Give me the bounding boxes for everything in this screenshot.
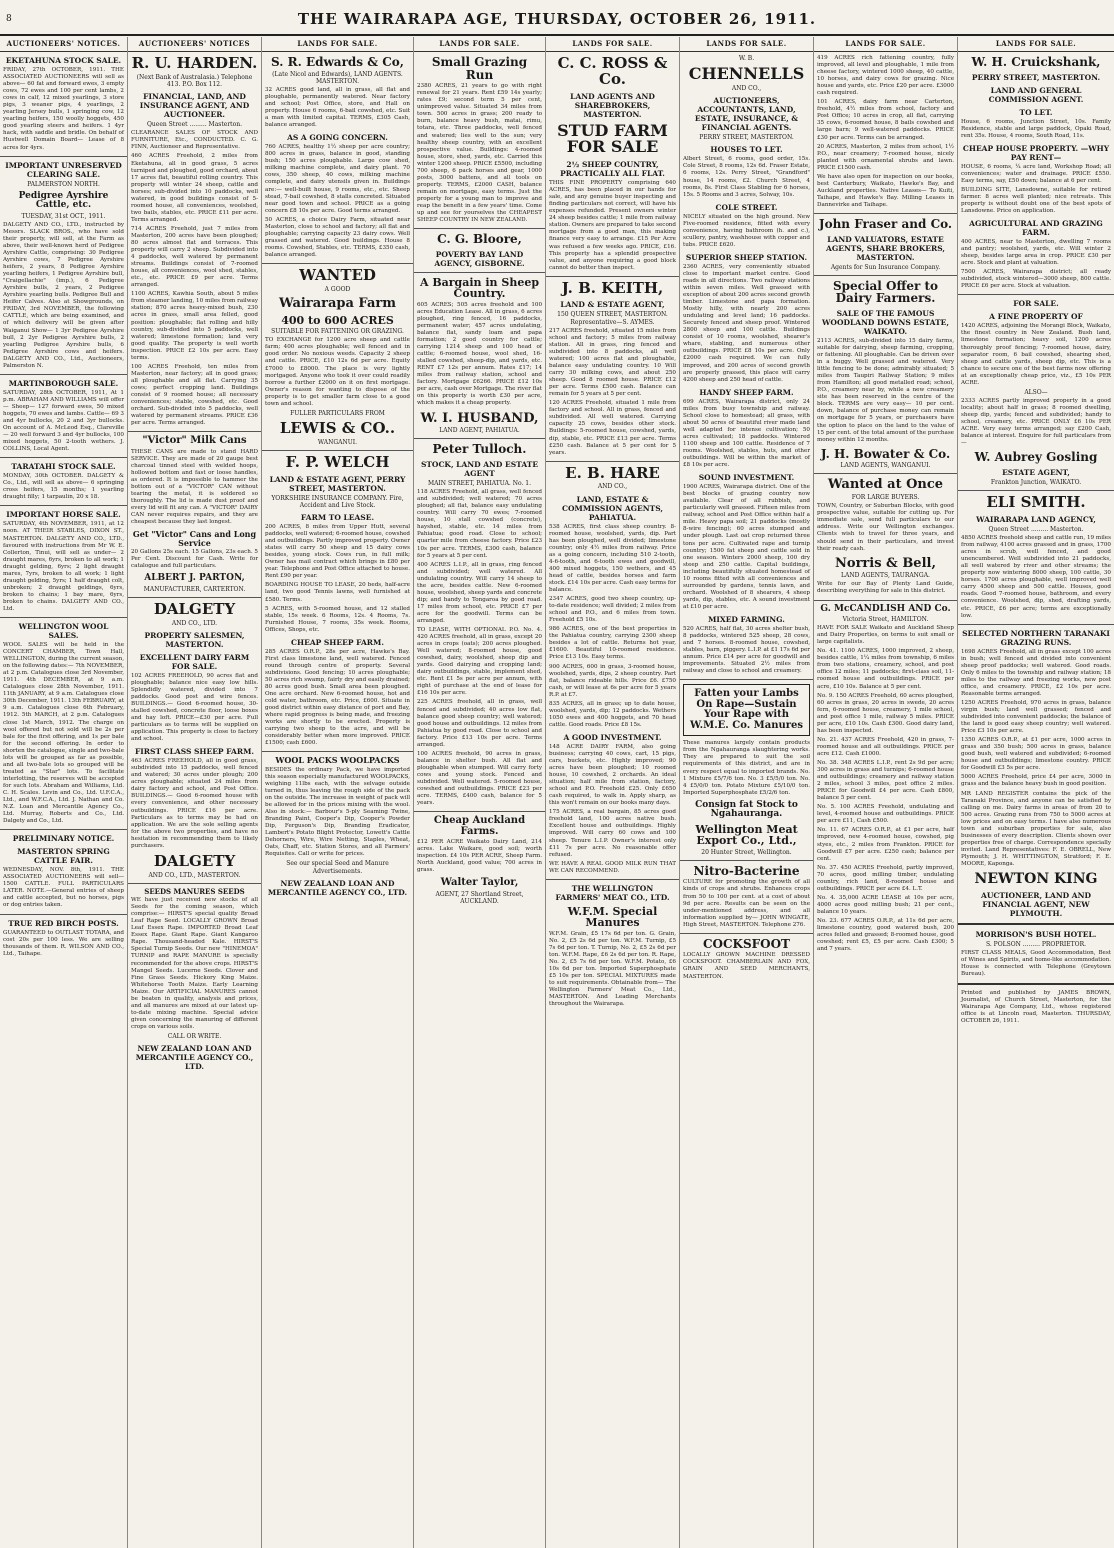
column-7: [814, 37, 958, 1548]
advertisement-text: 605 ACRES; 505 acres freehold and 100 acres Education Lease. All in grass, 6 acres ploughed, ring fenced, 16 paddocks, permanent water; 457 acres undulating, balance flat, sandy loam and papa formation; 2 good country for cattle; carrying 1214 sheep and 100 head of cattle; 6-roomed house, wool shed, 16-stalled cowshed, sheep-dip, and yards, etc. RENT £7 12s per annum. Rates £17; 14 miles from railway station, school and factory. Mortgage £6266. PRICE £12 10s per acre, cash over Mortgage. The river flat on this property is worth £30 per acre, which makes it a cheap property.: [417, 301, 542, 407]
advertisement-text: House, 6 rooms, Junction Street, 10s. Family Residence, stable and large paddock, Opaki Road, rent 35s. House, 4 rooms, South Road, 11s.: [961, 118, 1111, 139]
display-heading: DALGETY: [153, 599, 236, 618]
section-heading: LAND AGENTS AND SHAREBROKERS, MASTERTON.: [570, 91, 655, 119]
advertisement-text: WE HAVE A REAL GOOD MILK RUN THAT WE CAN RECOMMEND.: [549, 860, 676, 874]
divider: [0, 156, 127, 157]
advertisement-text: CLEARANCE SALES OF STOCK AND FURNITURE, Etc., CONDUCTED. C. G. FINN, Auctioneer and Representative.: [131, 130, 258, 151]
section-heading: MIXED FARMING.: [708, 614, 785, 624]
section-heading: WELLINGTON WOOL SALES.: [18, 622, 109, 641]
subheading: ALSO—: [1024, 388, 1048, 396]
advertisement-text: HOUSE, 6 rooms, ¼ acre land, Workshop Road; all conveniences; water and drainage. PRICE £550. Easy terms, say, £50 down; balance at 6 per cent.: [961, 163, 1111, 184]
advertisement-text: THESE CANS are made to stand HARD SERVICE. They are made of 20 gauge best charcoal tinned steel with welded hoops, hollowed bottom and fast or loose handles, as ordered. It is impossible to hammer the bottom out of a "VICTOR" CAN without tearing the metal, it is soldered so thoroughly. The lid is made dust proof and every lid will fit any can. A "VICTOR" DAIRY CAN never requires repairs, and they are cheapest because they last longest.: [131, 448, 258, 526]
display-heading: Wanted at Once: [827, 477, 944, 493]
divider: [814, 213, 957, 214]
display-heading: John Fraser and Co.: [818, 216, 953, 231]
advertisement-text: These manures largely contain products from the Ngahauranga slaughtering works. They are prepared to suit the soil requirements of this district, and are in every respect equal to imported brands. No. 1 Mixture £5/7/6 ton. No. 3 £5/5/0 ton. No. 4 £5/0/0 ton. Potato Mixture £5/10/0 ton. Imported Superphosphate £5/2/6 ton.: [683, 740, 810, 796]
section-heading: NEW ZEALAND LOAN AND MERCANTILE AGENCY CO., LTD.: [267, 878, 408, 897]
display-heading: WOOL PACKS WOOLPACKS: [275, 755, 400, 766]
section-heading: LAND & ESTATE AGENT,: [560, 300, 665, 310]
advertisement-text: Albert Street, 6 rooms, good order, 15s. Cole Street, 8 rooms, 12s 6d. Fraser Estate, 6 rooms, 12s. Perry Street, "Grandford" house, 14 rooms, £2. Church Street, 4 rooms, 8s. First Class Stabling for 6 horses, 15s. 5 Rooms and 3 acres, Solway, 10s.: [683, 156, 810, 198]
advertisement-text: 101 ACRES, dairy farm near Carterton, freehold, 4½ miles from school, factory and Post Office; 10 acres in crop, all flat, carrying 35 cows, 6-roomed house, 8 bails cowshed and large barn; 9 well-watered paddocks. PRICE £30 per acre. Terms can be arranged.: [817, 99, 954, 141]
advertisement-text: 714 ACRES Freehold, just 7 miles from Masterton, 200 acres have been ploughed; 80 acres almost flat and terraces. This property will carry 2 sheep. Subdivided into 4 paddocks, well watered by permanent streams. Buildings consist of 7-roomed house, all conveniences, wool shed, stables, etc., etc. PRICE £9 per acre. Terms arranged.: [131, 225, 258, 289]
advertisement-text: 285 ACRES O.R.P., 28s per acre, Hawke's Bay. First class limestone land, well watered. Fenced round through centre of property. Several subdivisions. Good fencing; 10 acres ploughable; 50 acres rich swamp, fairly dry and easily drained; 80 acres good bush. Small area been ploughed. One acre orchard. New 6-roomed house, hot and cold water, bathroom, etc. Price, £600. Situate in good district within easy distance of port and Bay, where rapid progress is being made, and freezing works are shortly to be erected. Property is carrying two sheep to the acre, and will be considerably better when more improved. PRICE £1500; cash £600.: [265, 648, 410, 747]
advertisement-text: 1900 ACRES, Wairarapa district. One of the best blocks of grazing country now available. Clear of all rubbish, and particularly well grassed. Fifteen miles from railway, school and Post Office within half a mile. Heavy papa soil; 21 paddocks (mostly 8-wire fencing); 60 acres stumped and under plough. Last oat crop returned three tons per acre. Cultivated rape and turnip country; 1500 fat sheep and cattle sold in one season. Winters 2000 sheep, 100 dry steep and 250 cattle. Capital buildings, including beautifully situated homestead of 10 rooms fitted with all conveniences and surrounded by gardens, tennis lawn, and orchard. Woolshed of 8 shearers, 4 sheep yards, dip, stables, etc. A sound investment at £10 per acre.: [683, 484, 810, 610]
subheading: CALL OR WRITE.: [167, 1032, 222, 1040]
section-heading: WAIRARAPA LAND AGENCY,: [976, 514, 1096, 524]
section-heading: SELECTED NORTHERN TARANAKI GRAZING RUNS.: [962, 628, 1110, 647]
section-heading: LAND AND GENERAL COMMISSION AGENT.: [988, 85, 1084, 104]
advertisement-text: WE have just received new stocks of all Seeds for the coming season, which comprise:— HIRST'S special quality Broad Leaf Rape Seed. LOCALLY GROWN Broad Leaf Essex Rape. IMPORTED Broad Leaf Essex Rape. Giant Rape. Giant Kangaroo Rape. Thousand-headed Kale. HIRST'S Special Turnip Seeds. Our new "HINEMOA" TURNIP and RAPE MANURE is specially recommended for the above crops. HIRST'S Mangel Seeds. Lucerne Seeds. Clover and Fine Grass Seeds. Hickory King Maize. Whitehorse Tooth Maize. Early Learning Maize. Our ARTIFICIAL MANURES cannot be beaten in quality, analysis and prices, and all manures are mixed at our latest up-to-date mixing machine. Special advice given concerning the manuring of different crops on various soils.: [131, 897, 258, 1030]
subheading: PERRY STREET, MASTERTON.: [699, 134, 794, 142]
advertisement-text: 463 ACRES FREEHOLD, all in good grass, subdivided into 15 paddocks, well fenced and watered; 30 acres under plough; 200 acres ploughable; situated 24 miles from dairy factory and school, and Post Office. BUILDINGS.— Good 6-roomed house with every convenience, and other necessary outbuildings. PRICE £16 per acre. Particulars as to terms may be had on application. We are the sole selling agents for the above two properties, and have no hesitation in recommending them to likely purchasers.: [131, 758, 258, 849]
advertisement-text: BOARDING HOUSE TO LEASE, 20 beds, half-acre land, two good Tennis lawns, well furnished at £580. Terms.: [265, 582, 410, 603]
advertisement-text: 460 ACRES Freehold, 2 miles from Eketahuna, all in good grass, 5 acres turniped and ploughed, good orchard, about 17 acres flat, beautiful rolling country. This property will winter 24 sheep, cattle and horses; sub-divided into 10 paddocks, well watered, in good buildings consist of 5-roomed house, all conveniences, woolshed, two bails, stables, etc. PRICE £11 per acre. Terms arranged.: [131, 153, 258, 223]
section-heading: NEW ZEALAND LOAN AND MERCANTILE AGENCY CO., LTD.: [135, 1044, 254, 1072]
advertisement-text: 2380 ACRES, 21 years to go with right renewal for 21 years. Rent £59 14s yearly; rates £9; second term 5 per cent, unimproved value. Situated 34 miles from town. 500 acres in grass; 200 ready to burn, balance heavy bush, matai, rimu, totara, etc. Three paddocks, well fenced and watered; lies well to the sun; very healthy sheep country, with an excellent prospective value. Buildings: 4-roomed house, store, shed, yards, etc. Carried this winter 1200 sheep. PRICE £5500, including 700 sheep, 6 pack horses and gear, 1000 posts, 3000 battens, and all tools on property. TERMS, £2000 CASH, balance remain on mortgage, easy terms. Just the property for a young man to improve and reap the benefit in a few years' time. Come up and see for yourselves the CHEAPEST SHEEP COUNTRY IN NEW ZEALAND.: [417, 83, 542, 224]
section-heading: AS A GOING CONCERN.: [287, 133, 388, 143]
column-3: [262, 37, 414, 1548]
advertisement-text: LOCALLY GROWN MACHINE DRESSED COCKSFOOT. CHAMBERLAIN AND FOX, GRAIN AND SEED MERCHANTS, MASTERTON.: [683, 952, 810, 980]
boxed-advertisement: Fatten your Lambs On Rape—Sustain Your Rape with W.M.E. Co. Manures: [683, 684, 810, 736]
display-heading: R. U. HARDEN.: [131, 54, 258, 72]
advertisement-text: 520 ACRES, half flat, 30 acres shelter bush, 8 paddocks, wintered 525 sheep, 28 cows, and 7 horses. 8-roomed house, cowshed, stables, barn, piggery. L.I.P. at £1 17s 6d per annum. Price £14 per acre for goodwill and improvements. Situated 2½ miles from railway and close to school and creamery.: [683, 625, 810, 675]
divider: [814, 600, 957, 601]
advertisement-text: No. 23. 677 ACRES O.R.P., at 11s 6d per acre, limestone country, good watered bush, 200 acres felled and grassed; 8-roomed house, good cowshed; rent £5, £5 per acre. Cash £300; 5 and 7 years.: [817, 917, 954, 953]
divider: [680, 860, 813, 861]
divider: [262, 751, 413, 752]
advertisement-text: 1420 ACRES, adjoining the Morangi Block, Waikato, the finest country in New Zealand. Bush land, limestone formation; heavy soil, 1200 acres thoroughly proof fencing; 7-roomed house, dairy, separator room, 6 bail cowshed, shearing shed, sheep and cattle yards, sheep dip, etc. This is a chance to secure one of the best farms now offering at an exceptionally cheap price, viz., £5 10s PER ACRE.: [961, 323, 1111, 386]
subheading: TUESDAY, 31st OCT., 1911.: [21, 212, 106, 220]
advertisement-text: 102 ACRES FREEHOLD, 90 acres flat and ploughable; balance nice easy low hills. Splendidly watered, divided into 7 paddocks. Good post and wire fences. BUILDINGS.— Good 6-roomed house, 30-stalled cowshed, concrete floor, loose boxes and hay loft. PRICE—£30 per acre. Full particulars as to terms will be supplied on application. This property is close to factory and school.: [131, 672, 258, 743]
advertisement-text: MR LAND REGISTER contains the pick of the Taranaki Province, and anyone can be satisfied by calling on me. Dairy farms in areas of from 20 to 500 acres. Grazing runs from 750 to 5000 acres at low prices and on easy terms. I have also numerous town and suburban properties for sale, also businesses of every description. Clients shown over properties free of charge. Correspondence specially invited. Land Representatives: F. E. OBRELL, New Plymouth; J. H. WHITTINGTON, Stratford; F. E. MOORE, Kaponga.: [961, 790, 1111, 867]
display-heading: E. B. HARE: [565, 463, 660, 482]
advertisement-text: BUILDING SITE, Lansdowne, suitable for retired farmer. 8 acres well planted; nice retreats. This property is without doubt one of the best spots of Lansdowne. Price on application.: [961, 186, 1111, 215]
advertisement-text: 1250 ACRES Freehold, 970 acres in grass, balance virgin bush; land well grassed; fenced and subdivided into convenient paddocks; the balance of the land is good easy sheep country; well watered. Price £3 10s per acre.: [961, 699, 1111, 735]
advertisement-text: TO LEASE, WITH OPTIONAL P.O. No. 4. 420 ACRES freehold, all in grass, except 20 acres in crops (oats); 200 acres ploughed. Well watered; 8-roomed house, good cowshed, dairy, woolshed, sheep dip and yards. Good dairying and cropping land; dairy outbuildings, stable, implement shed, etc. Rent £1 5s per acre per annum, with right of purchase at the end of lease for £16 10s per acre.: [417, 627, 542, 697]
advertisement-text: 175 ACRES, a real bargain, 85 acres good freehold land, 100 acres native bush. Excellent house and outbuildings. Highly improved. Will carry 60 cows and 100 sheep. Tenure L.I.P. Owner's interest only £11 7s per acre. No reasonable offer refused.: [549, 809, 676, 858]
section-heading: FARM TO LEASE.: [300, 513, 375, 523]
subheading: WANGANUI.: [317, 438, 358, 446]
advertisement-text: 20 ACRES, Masterton, 2 miles from school, 1½ P.O., near creamery; 7-roomed house, nicely planted with ornamental shrubs and lawn. PRICE £1500 cash.: [817, 143, 954, 171]
subheading: MANUFACTURER, CARTERTON.: [143, 585, 246, 593]
advertisement-text: 2360 ACRES, very conveniently situated close to important market centre. Good roads in all directions. Two railway stations within seven miles. Well grassed with exception of about 200 acres second growth timber. Limestone and papa formation. Mostly hilly, with nearly 200 acres undulating and level land; 16 paddocks. Securely fenced and sheep proof. Wintered 2800 sheep and 100 cattle. Buildings consist of 10 rooms, woolshed, shearer's whare, stabling, and numerous other outbuildings. PRICE £8 10s per acre. Only £2000 cash required. We can fully improved, and 200 acres of second growth are properly grassed, this place will carry 4200 sheep and 250 head of cattle.: [683, 263, 810, 383]
subheading: Agents for Sun Insurance Company.: [830, 263, 941, 271]
advertisement-text: BESIDES the ordinary Pack, we have imported this season especially manufactured WOOLPACKS, weighing 11lbs each, with the selvage outside turned in, thus leaving the rough side of the pack on the outside. The increase in weight of pack will be allowed for in the prices mixing with the wool. Also in stock:— Barbour's 5-ply Seaming Twine, Branding Paint, Cooper's Dip, Cooper's Powder Dip, Ferguson's Dip, Branding Eradicator, Lambert's Potato Blight Protector, Lowett's Cattle Dehorners, Wire, Wire Netting, Staples, Wheat, Oats, Chaff, etc. Station Stores, and all Farmers' Requisites. Call or write for prices.: [265, 766, 410, 858]
display-heading: Pedigree Ayrshire Cattle, etc.: [18, 190, 109, 211]
subheading: LAND AGENT, PAHIATUA.: [439, 427, 520, 435]
display-heading: Wellington Meat Export Co., Ltd.,: [695, 822, 798, 848]
divider: [128, 883, 261, 884]
advertisement-text: £12 PER ACRE Waikato Dairy Land, 214 acres. Lake Waikare, good soil; worth inspection. £4 10s PER ACRE, Sheep Farm. North Auckland, good value; 700 acres in grass.: [417, 839, 542, 874]
divider: [0, 829, 127, 830]
column-1: [0, 37, 128, 1548]
column-6: [680, 37, 814, 1548]
divider: [262, 263, 413, 264]
divider: [414, 438, 545, 439]
display-heading: Get "Victor" Cans and Long Service: [132, 529, 257, 548]
advertisement-text: No. 37. 450 ACRES Freehold, partly improved, 70 acres, good milling timber, undulating country, rich land, 8-roomed house and outbuildings. PRICE per acre £4. L.T.: [817, 864, 954, 892]
divider: [0, 617, 127, 618]
page-number: 8: [6, 14, 12, 24]
display-heading: F. P. WELCH: [285, 452, 390, 471]
subheading: AND CO., LTD.: [171, 619, 218, 627]
section-heading: IMPORTANT HORSE SALE.: [6, 510, 121, 520]
advertisement-text: 900 ACRES, 600 in grass, 3-roomed house, woolshed, yards, dips, 2 sheep country. Part flat, balance rideable hills. Price £6. £750 cash, or will lease at 6s per acre for 5 years R.P. at £7.: [549, 663, 676, 698]
advertisement-text: No. 41. 1100 ACRES, 1000 improved, 2 sheep, besides cattle, 1¼ miles from township, 6 miles from two stations, creamery, school, and post office 12 miles; 11 paddocks; first-class soil, 11-roomed house and outbuildings. PRICE per acre, £10 10s. Balance at 5 per cent.: [817, 648, 954, 690]
subheading: S. POLSON ......... PROPRIETOR.: [985, 940, 1087, 948]
section-heading: AGRICULTURAL AND GRAZING FARM.: [969, 219, 1103, 238]
display-heading: W. Aubrey Gosling: [974, 450, 1098, 465]
display-heading: "Victor" Milk Cans: [142, 435, 247, 447]
advertisement-text: 760 ACRES, healthy 1½ sheep per acre country; 800 acres in grass, balance in good, standing bush; 150 acres ploughable. Large cow shed, milking machine complete, and dairy plant. 70 cows, 350 sheep, 40 cows, milking machine complete, and dairy utensils given in. Buildings are:— well-built house, 9 rooms, etc., etc. Sheep stead, 7-bail cowshed, 8 stalls concreted. Situated near good town and school. PRICE as a going concern £8 10s per acre. Good terms arranged.: [265, 144, 410, 214]
advertisement-text: DALGETY AND CO., LTD., instructed by Messrs. SLACK BROS., who have sold their property, will sell, at the Farm as above, their well-known herd of Pedigree Ayrshire Cattle, comprising: 30 Pedigree Ayrshire cows, 7 Pedigree Ayrshire heifers, 2 years, 8 Pedigree Ayrshire yearling heifers, 1 Pedigree Ayrshire bull, "Craigellachie" (imp.), 6 Pedigree Ayrshire bulls, 2 years, 2 Pedigree Ayrshire yearling bulls. Pedigree Bull and Heifer Calves. Also at Showgrounds, on FRIDAY, 3rd NOVEMBER, the following CATTLE, which are being examined, and of which delivery will be given after Waiganui Show— 1 3yr Pedigree Ayrshire bull, 2 2yr Pedigree Ayrshire bulls, 2 yearling Pedigree Ayrshire bulls, 6 Pedigree Ayrshire cows and heifers. DALGETY AND CO., Ltd., Auctioneers, Palmerston N.: [3, 221, 124, 369]
advertisement-text: SATURDAY, 4th NOVEMBER, 1911, at 12 noon. AT THEIR STABLES, DIXON ST., MASTERTON. DALGETY AND CO., LTD., favoured with instructions from Mr W. E. Collerton, Tinui, will sell as under— 2 draught mares, 6yrs, broken to all work; 1 draught gelding, 6yrs; 2 light draught mares, 7yrs, broken to all work; 1 light draught gelding, 5yrs; 1 half draught colt, unbroken; 2 draught geldings, 6yrs, broken to chains; 1 bay mare, 6yrs, broken to chains. DALGETY AND CO., Ltd.: [3, 521, 124, 612]
section-heading: MARTINBOROUGH SALE.: [8, 378, 119, 388]
advertisement-text: We have also open for inspection on our books, best Canterbury, Waikato, Hawke's Bay, and Auckland properties. Native Leases— To Kuiti, Taihape, and Hawke's Bay. Milling Leases in Dannevirke and Taihape.: [817, 173, 954, 208]
display-heading: LEWIS & CO..: [279, 418, 396, 437]
display-heading: Special Offer to Dairy Farmers.: [832, 278, 939, 306]
advertisement-text: CULTURE for promoting the growth of all kinds of crops and shrubs. Enhances crops from 50 to 100 per cent. at a cost of about 9d per acre. Results can be seen on the under-mentioned address, and all information supplied by— JOHN WINGATE, High Street, MASTERTON. Telephone 276.: [683, 879, 810, 928]
column-heading: LANDS FOR SALE.: [262, 37, 413, 52]
section-heading: HOUSES TO LET.: [710, 145, 783, 155]
divider: [128, 431, 261, 432]
advertisement-text: 5 ACRES, with 5-roomed house, and 12 stalled stable, 15s week. 6 Rooms, 12s. 4 Rooms, 7s. Furnished House, 7 rooms, 35s week. Rooms, Offices, Shops, etc.: [265, 605, 410, 633]
advertisement-text: No. 21. 437 ACRES Freehold, 420 in grass, 7-roomed house and all outbuildings. PRICE per acre £12. Cash £1000.: [817, 736, 954, 757]
advertisement-text: No. 11. 67 ACRES O.R.P., at £1 per acre, half improved, new 4-roomed house, cowshed, pig styes, etc., 2 miles from Frankton. PRICE for Goodwill £7 per acre. £250 cash; balance per cent.: [817, 827, 954, 862]
advertisement-text: No. 9. 150 ACRES Freehold, 60 acres ploughed, 60 acres in grass, 20 acres in swede, 20 acres fern, 6-roomed house, creamery, 1 mile school, and post office 1 mile, railway 5 miles. PRICE per acre, £10 10s. Cash £300. Good dairy land, has been inspected.: [817, 692, 954, 734]
display-heading: Walter Taylor,: [440, 877, 519, 889]
subheading: Queen Street ......... Masterton.: [147, 121, 242, 129]
column-heading: LANDS FOR SALE.: [814, 37, 957, 52]
advertisement-text: 2113 ACRES, sub-divided into 15 dairy farms, suitable for dairying, sheep farming, cropping, or fattening. All ploughable. Can be driven over in a buggy. Well grassed and watered. Very little fencing to be done; admirably situated; 5 miles from Taupiri Railway Station; 9 miles from Hamilton; all good metalled road; school, P.O., creamery near by, while a new creamery site has been reserved in the centre of the block. TERMS are very easy— 10 per cent. down, balance of purchase money can remain on mortgage for 5 years, or purchasers have the option to place on the land to the value of 15 per cent. of the total amount of the purchase money within 12 months.: [817, 337, 954, 443]
advertisement-text: No. 38. 348 ACRES L.I.P., rent 2s 9d per acre; 300 acres in grass and turnips; 6-roomed house and outbuildings; creamery and railway station 2 miles, school 3 miles, post office 2 miles. PRICE for Goodwill £4 per acre. Cash £800, balance 5 per cent.: [817, 759, 954, 802]
advertisement-text: 225 ACRES freehold, all in grass, well fenced and subdivided; 40 acres low flat, balance good sheep country; well watered; good house and outbuildings. 12 miles from Pahiatua by good road. Close to school and factory. Price £13 10s per acre. Terms arranged.: [417, 699, 542, 748]
section-heading: STOCK, LAND AND ESTATE AGENT: [420, 459, 539, 478]
divider: [958, 923, 1114, 925]
display-heading: W. I. HUSBAND,: [420, 410, 539, 426]
divider: [958, 294, 1114, 295]
subheading: PALMERSTON NORTH.: [27, 180, 100, 188]
divider: [0, 505, 127, 506]
advertisement-text: GUARANTEED to OUTLAST TOTARA, and cost 20s per 100 less. We are selling thousands of them. R. WILSON AND CO., Ltd., Taihape.: [3, 929, 124, 957]
divider: [546, 461, 679, 462]
advertisement-text: Write for our Bay of Plenty Land Guide, describing everything for sale in this district.: [817, 581, 954, 595]
display-heading: Small Grazing Run: [431, 55, 528, 82]
display-heading: G. McCANDLISH AND Co.: [820, 603, 951, 614]
display-heading: Nitro-Bacterine: [693, 863, 800, 878]
divider: [414, 228, 545, 229]
advertisement-text: 50 ACRES, a choice Dairy Farm, situated near Masterton, close to school and factory; all flat and ploughable; carrying capacity 23 dairy cows. Well grassed and watered. Good buildings. House 8 rooms. Cowshed, Stables, etc. TERMS, £350 cash, balance arranged.: [265, 216, 410, 258]
divider: [414, 811, 545, 812]
columns-area: [0, 37, 1114, 1548]
advertisement-text: 538 ACRES, first class sheep country. 8-roomed house, woolshed, yards, dip. Part has been ploughed, well divided; limestone country; only 4½ miles from railway. Price as a going concern, including 510 2-tooth, 4-6-tooth, and 6-tooth ewes and goodwill, 400 mixed hoggets, 150 wethers, and 45 head of cattle, besides horses and farm stock. £14 10s per acre. Cash easy terms for balance.: [549, 523, 676, 594]
advertisement-text: NICELY situated on the high ground. New Five-roomed residence, fitted with every convenience, having bathroom (h. and c.), scullery, pantry, washhouse with copper and tubs. PRICE £620.: [683, 213, 810, 248]
section-heading: PERRY STREET, MASTERTON.: [971, 72, 1101, 82]
advertisement-text: 148 ACRE DAIRY FARM, also going business; carrying 40 cows, cart, 15 pigs, cars, buckets, etc. Highly improved; 90 acres have been ploughed; 10 roomed house, 10 cowshed, 2 orchards. An ideal situation; half mile from station, factory, school and P.O. Freehold £25. Only £650 cash required, to walk in. Apply sharp, as this won't remain on our books many days.: [549, 743, 676, 807]
divider: [546, 879, 679, 880]
column-heading: LANDS FOR SALE.: [546, 37, 679, 52]
divider: [0, 914, 127, 915]
display-heading: Wairarapa Farm: [279, 295, 396, 311]
subheading: SUITABLE FOR FATTENING OR GRAZING.: [271, 328, 404, 336]
advertisement-text: WEDNESDAY, NOV. 8th, 1911. THE ASSOCIATED AUCTIONEERS will sell— 1500 CATTLE. FULL PARTICULARS LATER. NOTE.—General entries of sheep and cattle accepted, but no horses, pigs or dog entries taken.: [3, 867, 124, 909]
subheading: AGENT, 27 Shortland Street, AUCKLAND.: [435, 890, 524, 906]
display-heading: 400 to 600 ACRES: [281, 313, 394, 327]
advertisement-text: MONDAY, 30th OCTOBER. DALGETY & Co., Ltd., will sell as above— 6 springing cross heifers, 15 months; 1 yearling draught filly; 1 tarpaulin, 20 x 18.: [3, 473, 124, 501]
column-4: [414, 37, 546, 1548]
section-heading: FIRST CLASS SHEEP FARM.: [134, 747, 255, 757]
section-heading: FOR SALE.: [1013, 299, 1059, 309]
display-heading: A Bargain in Sheep Country.: [419, 275, 540, 301]
column-heading: LANDS FOR SALE.: [958, 37, 1114, 52]
subheading: FULLER PARTICULARS FROM: [290, 409, 385, 417]
divider: [958, 624, 1114, 625]
advertisement-text: 200 ACRES, 8 miles from Upper Hutt, several paddocks, well watered; 6-roomed house, cowshed and outbuildings. Partly improved property. Owner states will carry 50 sheep and 15 dairy cows besides, young stock. Cows run, in full milk; Owner has mail contract which brings in £80 per year. Telephone and Post Office attached to house. Rent £90 per year.: [265, 524, 410, 580]
section-heading: TRUE RED BIRCH POSTS.: [8, 918, 119, 928]
section-heading: LAND & ESTATE AGENT, PERRY STREET, MASTERTON.: [269, 474, 406, 493]
advertisement-text: 7500 ACRES, Wairarapa district; all ready subdivided, stock wintered—3000 sheep, 800 cattle. PRICE £6 per acre. Stock at valuation.: [961, 269, 1111, 290]
advertisement-text: SATURDAY, 28th OCTOBER, 1911, At 1 p.m. ABRAHAM AND WILLIAMS will offer— Sheep— 127 forward ewes, 50 mixed hoggets, 70 ewes and lambs. Cattle— 69 3 and 4yr bullocks, 20 2 and 3yr bullocks. On account of A. McLeod Esq., Clareville— 20 well forward 3 and 4yr bullocks, 100 mixed hoggets, 50 2-tooth wethers. J. COLLINS, Local Agent.: [3, 389, 124, 453]
section-heading: A FINE PROPERTY OF: [989, 312, 1083, 322]
advertisement-text: Printed and published by JAMES BROWN, Journalist, of Church Street, Masterton, for the Wairarapa Age Company, Ltd., whose registered office is at Lincoln road, Masterton. THURSDAY, OCTOBER 26, 1911.: [961, 990, 1111, 1025]
section-heading: THE WELLINGTON FARMERS' MEAT CO., LTD.: [555, 883, 670, 902]
subheading: Frankton Junction, WAIKATO.: [990, 478, 1082, 486]
section-heading: MORRISON'S BUSH HOTEL.: [975, 929, 1097, 939]
display-heading: WANTED: [299, 266, 376, 284]
subheading: FOR LARGE BUYERS.: [851, 494, 920, 502]
advertisement-text: 1350 ACRES O.R.P., at £1 per acre, 1000 acres in grass and 350 bush; 500 acres in grass, balance good bush, well watered and subdivided; 6-roomed house and outbuildings; limestone country. PRICE for Goodwill £3 5s per acre.: [961, 737, 1111, 772]
subheading: 20 Hunter Street, Wellington.: [701, 848, 792, 856]
section-heading: TO LET.: [1019, 107, 1053, 117]
divider: [958, 490, 1114, 491]
display-heading: C. C. ROSS & Co.: [557, 54, 668, 88]
display-heading: NEWTON KING: [974, 871, 1098, 888]
subheading: (Late Nicol and Edwards), LAND AGENTS. MASTERTON.: [272, 70, 403, 85]
section-heading: POVERTY BAY LAND AGENCY, GISBORNE.: [434, 249, 525, 268]
section-heading: SALE OF THE FAMOUS WOODLAND DOWNS ESTATE, WAIKATO.: [821, 308, 950, 336]
advertisement-text: 20 Gallons 25s each. 15 Gallons, 23s each. 5 Per Cent. Discount for Cash. Write for catalogue and full particulars.: [131, 549, 258, 570]
section-heading: COLE STREET.: [715, 202, 778, 212]
subheading: 150 QUEEN STREET, MASTERTON. Representative—S. AYMES.: [557, 311, 668, 326]
section-heading: FINANCIAL, LAND, AND INSURANCE AGENT, AND AUCTIONEER.: [139, 92, 250, 120]
advertisement-text: THIS FINE PROPERTY comprising 640 ACRES, has been placed in our hands for sale, and any genuine buyer inspecting and finding particulars not correct, will have his expenses refunded. Present owners winter 24 sheep besides cattle; 1 mile from railway station. Owners are prepared to take second mortgage from a good man, this making finance very easy to arrange. £15 Per Acre was refused a few weeks ago. PRICE, £16. This property has a splendid prospective value, and anyone requiring a good block cannot do better than inspect.: [549, 180, 676, 271]
display-heading: STUD FARM FOR SALE: [557, 120, 668, 157]
divider: [128, 597, 261, 598]
section-heading: EKETAHUNA STOCK SALE.: [5, 56, 122, 65]
display-heading: W. H. Cruickshank,: [971, 55, 1101, 69]
subheading: LAND AGENTS, TAURANGA.: [841, 572, 930, 580]
subheading: AND CO.,: [731, 84, 762, 92]
column-heading: LANDS FOR SALE.: [680, 37, 813, 52]
advertisement-text: 2347 ACRES, good two sheep country, up-to-date residence; well divided; 2 miles from school and P.O., and 6 miles from town. Freehold £5 10s.: [549, 596, 676, 624]
advertisement-text: 120 ACRES Freehold, situated 1 mile from factory and school. All in grass, fenced and subdivided. All well watered. Carrying capacity 25 cows, besides other stock. Buildings: 5-roomed house, cowshed, yards, dip, stable, etc. PRICE £13 per acre. Terms £250 cash. Balance at 5 per cent for 5 years.: [549, 400, 676, 456]
display-heading: CHENNELLS: [688, 64, 805, 84]
section-heading: AUCTIONEERS, ACCOUNTANTS, LAND, ESTATE, INSURANCE, & FINANCIAL AGENTS.: [694, 96, 799, 133]
advertisement-text: TO EXCHANGE for 1200 acre sheep and cattle farm; 400 acres ploughable; well fenced and in good order. No noxious weeds. Capacity 2 sheep and cattle. PRICE, £10 12s 6d per acre. Equity £7000 to £8000. The place is very lightly mortgaged. Anyone who took it over could readily borrow a further £2000 on it on first mortgage. Owner's reason for wanting to dispose of the property is to get smaller farm close to a good town and school.: [265, 337, 410, 407]
display-heading: Peter Tulloch.: [432, 442, 527, 457]
advertisement-text: 986 ACRES, one of the best properties in the Pahiatua country, carrying 2300 sheep besides a lot of cattle. Returns hot year, £1600. Beautiful 10-roomed residence. Price £13 10s. Easy terms.: [549, 626, 676, 661]
divider: [414, 272, 545, 273]
section-heading: IMPORTANT UNRESERVED CLEARING SALE.: [5, 160, 122, 179]
advertisement-text: W.F.M. Grain, £5 17s 6d per ton. G. Grain, No. 2, £5 2s 6d per ton. W.F.M. Turnip, £5 7s 6d per ton. T. Turnip, No. 2, £5 2s 6d per ton. W.F.M. Rape, £6 2s 6d per ton. R. Rape, No. 2, £5 7s 6d per ton. W.F.M. Potato, £6 10s 6d per ton. Imported Superphosphate £5 10s per ton. SPECIAL MIXTURES made to suit requirements. Obtainable from— The Wellington Farmers' Meat Co., Ltd., MASTERTON. And Leading Merchants throughout the Wairarapa.: [549, 930, 676, 1008]
display-heading: ALBERT J. PARTON,: [144, 573, 245, 584]
display-heading: ELI SMITH.: [986, 493, 1086, 512]
divider: [814, 275, 957, 276]
section-heading: SUPERIOR SHEEP STATION.: [685, 252, 808, 262]
section-heading: AUCTIONEER, LAND AND FINANCIAL AGENT, NEW PLYMOUTH.: [981, 890, 1091, 918]
column-heading: AUCTIONEERS' NOTICES: [128, 37, 261, 52]
column-heading: LANDS FOR SALE.: [414, 37, 545, 52]
advertisement-text: No. 5. 100 ACRES Freehold, undulating and level, 4-roomed house and outbuildings. PRICE per acre £11, Cash £500.: [817, 804, 954, 825]
advertisement-text: 835 ACRES, all in grass; up to date house, woolshed, yards, dip; 12 paddocks. Wethers 1050 ewes and 400 hoggets, and 70 head cattle. Good roads. Price £8 15s.: [549, 700, 676, 728]
column-5: [546, 37, 680, 1548]
advertisement-text: WOOL SALES will be held in the CONCERT CHAMBER, Town Hall, WELLINGTON, during the current season, on the following dates:— 7th NOVEMBER, at 2 p.m. Catalogues close 3rd November, 1911. 4th DECEMBER, at 9 a.m. Catalogues close 28th November, 1911. 11th JANUARY, at 9 a.m. Catalogues close 30th December, 1911. 13th FEBRUARY, at 9 a.m. Catalogues close 6th February, 1912. 5th MARCH, at 2 p.m. Catalogues close 1st March, 1912. The charge on wool offered but not sold will be 2s per bale for the first offering, and 1s per bale for the second offering. In order to shorten the catalogue, single and two-bale lots will be grouped as far as possible, and all two-bale lots so grouped will be treated as "Star" lots. To facilitate interlotting, the reserves will be accepted for such lots. Abraham and Williams, Ltd. C. H. Scales. Levin and Co., Ltd. U.F.C.A., Ltd., and W.F.C.A., Ltd. J. Nathan and Co. N.Z. Loan and Mercantile Agency Co., Ltd. Murray, Roberts and Co., Ltd. Dalgety and Co., Ltd.: [3, 642, 124, 825]
display-heading: J. H. Bowater & Co.: [820, 446, 951, 461]
display-heading: W.F.M. Special Manures: [567, 904, 658, 930]
divider: [814, 473, 957, 474]
display-heading: C. G. Bloore,: [437, 232, 522, 247]
section-heading: ESTATE AGENT,: [1002, 467, 1070, 477]
section-heading: PROPERTY SALESMEN, MASTERTON.: [144, 630, 245, 649]
advertisement-text: 4850 ACRES freehold sheep and cattle run, 19 miles from railway, 4100 acres grassed and in grass, 1700 acres in scrub, well fenced, and good unencumbered. Well subdivided into 21 paddocks, all well watered by river and other streams; the property now wintering 8000 sheep, 100 cattle, 30 horses. 1700 acres ploughable, well improved well carry 4500 sheep and 500 cattle. Houses, good roads. Good 7-roomed house, bathroom, and every convenience. Woolshed, dip, shed, drafting yards, etc. PRICE, £6 per acre; terms are exceptionally low.: [961, 535, 1111, 619]
advertisement-text: FIRST CLASS MEALS, Good Accommodation, Best of Wines and Spirits, and home-like accommodation. House is connected with Telephone (Greytown Bureau).: [961, 949, 1111, 978]
section-heading: HANDY SHEEP FARM.: [699, 387, 794, 397]
display-heading: J. B. KEITH,: [561, 278, 664, 297]
advertisement-text: 1698 ACRES Freehold, all in grass except 100 acres in bush; well fenced and divided into convenient sheep proof paddocks; well watered. Good roads. Only 6 miles to the township and railway station; 18 miles to the railway and freezing works, new post office, and creamery. PRICE, £2 10s per acre. Reasonable terms arranged.: [961, 648, 1111, 697]
display-heading: S. R. Edwards & Co,: [271, 55, 404, 69]
display-heading: COCKSFOOT: [702, 936, 790, 951]
section-heading: TARATAHI STOCK SALE.: [11, 462, 116, 472]
display-heading: Cheap Auckland Farms.: [433, 815, 526, 837]
divider: [262, 450, 413, 451]
section-heading: MASTERTON SPRING CATTLE FAIR.: [17, 847, 110, 866]
advertisement-text: 217 ACRES freehold, situated 15 miles from school and factory; 5 miles from railway station. All in grass, ring fenced and subdivided into 8 paddocks, all well watered; 100 acres flat and ploughable, balance easy undulating country. 10 Will carry 30 milking cows, and about 250 sheep. Good 8 roomed house. PRICE £12 per acre. Terms £500 cash. Balance can remain for 5 years at 5 per cent.: [549, 327, 676, 398]
advertisement-text: 1100 ACRES, Kawhia South, about 5 miles from steamer landing, 10 miles from railway station; 870 acres heavy-mixed bush, 230 acres in grass, small area felled, good position: ploughable; flat rolling and hilly country, sub-divided into 5 paddocks, well watered; limestone formation; land very good quality. The property is well worth inspection. PRICE £2 10s per acre. Easy terms.: [131, 291, 258, 361]
advertisement-text: 400 ACRES L.I.P., all in grass, ring fenced and subdivided; well watered. All undulating country. Will carry 14 sheep to the acre, besides cattle. New 6-roomed house, woolshed, sheep yards and concrete dip; and handy to Tongaroa by good road. 17 miles from school, etc. PRICE £7 per acre for the goodwill. Terms can be arranged.: [417, 561, 542, 624]
divider: [546, 276, 679, 277]
advertisement-text: 400 ACRES, near to Masterton, dwelling 7 rooms and pantry; woolshed, yards, etc. Will winter 2 sheep, besides large area in crop. PRICE £30 per acre. Stock and plant at valuation.: [961, 239, 1111, 267]
column-2: [128, 37, 262, 1548]
advertisement-text: 100 ACRES Freehold, ten miles from Masterton, near factory; all in good grass; all ploughable and all flat. Carrying 35 cows; perfect cropping land. Buildings consist of 9 roomed house; all necessary conveniences; stable, cowshed, etc. Good orchard. Sub-divided into 5 paddocks, well watered by permanent streams. PRICE £36 per acre. Terms arranged.: [131, 363, 258, 427]
divider: [680, 933, 813, 934]
display-heading: Norris & Bell,: [835, 555, 936, 571]
subheading: Victoria Street, HAMILTON.: [842, 615, 929, 623]
subheading: LAND AGENTS, WANGANUI.: [840, 462, 931, 470]
divider: [680, 679, 813, 680]
section-heading: SOUND INVESTMENT.: [698, 473, 795, 483]
section-heading: CHEAP HOUSE PROPERTY. —WHY PAY RENT—: [962, 143, 1110, 162]
column-heading: AUCTIONEERS' NOTICES.: [0, 37, 127, 52]
section-heading: PRELIMINARY NOTICE.: [12, 834, 115, 844]
subheading: AND CO.,: [597, 483, 628, 491]
advertisement-text: 699 ACRES, Wairarapa district, only 24 miles from busy township and railway. School close to homestead; all grass, with about 50 acres of beautiful river made land well adapted for intense cultivation; 50 acres cultivated; 18 paddocks. Wintered 1100 sheep and 100 cattle. Residence of 7 rooms. Woolshed, stables, huts, and other outbuildings. Will be within the market of £8 10s per acre.: [683, 398, 810, 469]
column-8: [958, 37, 1114, 1548]
advertisement-text: 118 ACRES Freehold, all grass, well fenced and subdivided; well watered; 70 acres ploughed; all flat, balance easy undulating country. Will carry 70 ewes; 7-roomed house, 10 stall cowshed (concrete), hayshed, stable, etc. 14 miles from Pahiatua; good road. Close to school; quarter mile from cheese factory. Price £23 10s per acre. TERMS, £300 cash, balance for 5 years at 5 per cent.: [417, 489, 542, 559]
advertisement-text: FRIDAY, 27th OCTOBER, 1911. THE ASSOCIATED AUCTIONEERS will sell as above— 60 fat and forward ewes, 3 empty cows, 72 ewes and 100 per cent lambs, 2 cows in calf, 12 mixed yearlings, 3 store pigs, 3 weaner pigs, 4 yearlings, 2 yearling Jersey bulls, 1 springing cow, 12 yearling heifers, 150 woolly hoggets, 450 good yearling steers and heifers. 1 4yr hack, with saddle and bridle. On behalf of Hustwell Domain Board— Lease of 8 acres for 4yrs.: [3, 67, 124, 151]
display-heading: SEEDS MANURES SEEDS: [144, 886, 245, 896]
newspaper-title: THE WAIRARAPA AGE, THURSDAY, OCTOBER 26, 1911.: [297, 10, 817, 28]
subheading: YORKSHIRE INSURANCE COMPANY. Fire, Accident and Live Stock.: [271, 494, 404, 509]
divider: [0, 457, 127, 458]
advertisement-text: 32 ACRES good land, all in grass, all flat and ploughable, permanently watered. Near factory and school; Post Office, store, and Hall on property. House 6 rooms, 6-bail cowshed, etc. Suit a man with limited capital. TERMS, £305 Cash, balance arranged.: [265, 86, 410, 129]
section-heading: CHEAP SHEEP FARM.: [291, 637, 384, 647]
advertisement-text: 100 ACRES freehold, 90 acres in grass, balance in shelter bush. All flat and ploughable when stumped. Will carry forty cows and young stock. Fenced and subdivided. Well watered. 5-roomed house, cowshed and outbuildings. PRICE £23 per acre. TERMS, £400 cash, balance for 5 years.: [417, 750, 542, 807]
section-heading: EXCELLENT DAIRY FARM FOR SALE.: [139, 652, 250, 671]
subheading: W. B.: [738, 55, 755, 62]
subheading: AND CO., LTD., MASTERTON.: [148, 871, 241, 879]
section-heading: 2½ SHEEP COUNTRY, PRACTICALLY ALL FLAT.: [560, 160, 665, 179]
divider: [958, 983, 1114, 985]
advertisement-text: 2333 ACRES partly improved property in a good locality; about half in grass; 8 roomed dwelling, sheep dip, yards; fenced and subdivided; handy to school, creamery, etc. PRICE ONLY £6 10s PER ACRE. Very easy terms arranged; say £200 Cash, balance at interest. Enquire for full particulars from—: [961, 398, 1111, 447]
masthead: [0, 0, 1114, 36]
advertisement-text: 5000 ACRES Freehold, price £4 per acre, 3000 in grass and the balance heavy bush in good position.: [961, 774, 1111, 788]
section-heading: LAND, ESTATE & COMMISSION AGENTS, PAHIATUA.: [562, 494, 663, 522]
display-heading: DALGETY: [153, 851, 236, 870]
advertisement-text: No. 4. 35,000 ACRE LEASE at 10s per acre, 4000 acres good milling bush; 21 per cent., balance 10 years.: [817, 894, 954, 915]
display-heading: Consign fat Stock to Ngahauranga.: [695, 799, 798, 820]
subheading: Queen Street ......... Masterton.: [988, 525, 1084, 533]
advertisement-text: HAVE FOR SALE Waikato and Auckland Sheep and Dairy Properties, on terms to suit small or large capitalists.: [817, 625, 954, 646]
subheading: (Next Bank of Australasia.) Telephone 413. P.O. Box 112.: [136, 73, 253, 88]
section-heading: A GOOD INVESTMENT.: [563, 732, 662, 742]
subheading: A GOOD: [324, 285, 351, 293]
subheading: MAIN STREET, PAHIATUA. No. 1.: [427, 479, 532, 487]
section-heading: LAND VALUATORS, ESTATE AGENTS, SHARE BROKERS, MASTERTON.: [826, 234, 945, 262]
subheading: See our special Seed and Manure Advertisements.: [286, 860, 389, 875]
advertisement-text: TOWN, Country, or Suburban Blocks, with good prospective value, suitable for cutting up. For immediate sale, send full particulars to our address. Write our Wellington exchanges. Clients wish to travel for three years, and should send in their particulars, and invest their ready cash.: [817, 503, 954, 552]
divider: [0, 374, 127, 375]
advertisement-text: 419 ACRES rich fattening country, fully improved, all level and ploughable, 1 mile from cheese factory, wintered 1000 sheep, 40 cattle, 10 horses, and dairy cows for grazing. Nice house and yards, etc. Price £20 per acre. £3000 cash required.: [817, 55, 954, 97]
